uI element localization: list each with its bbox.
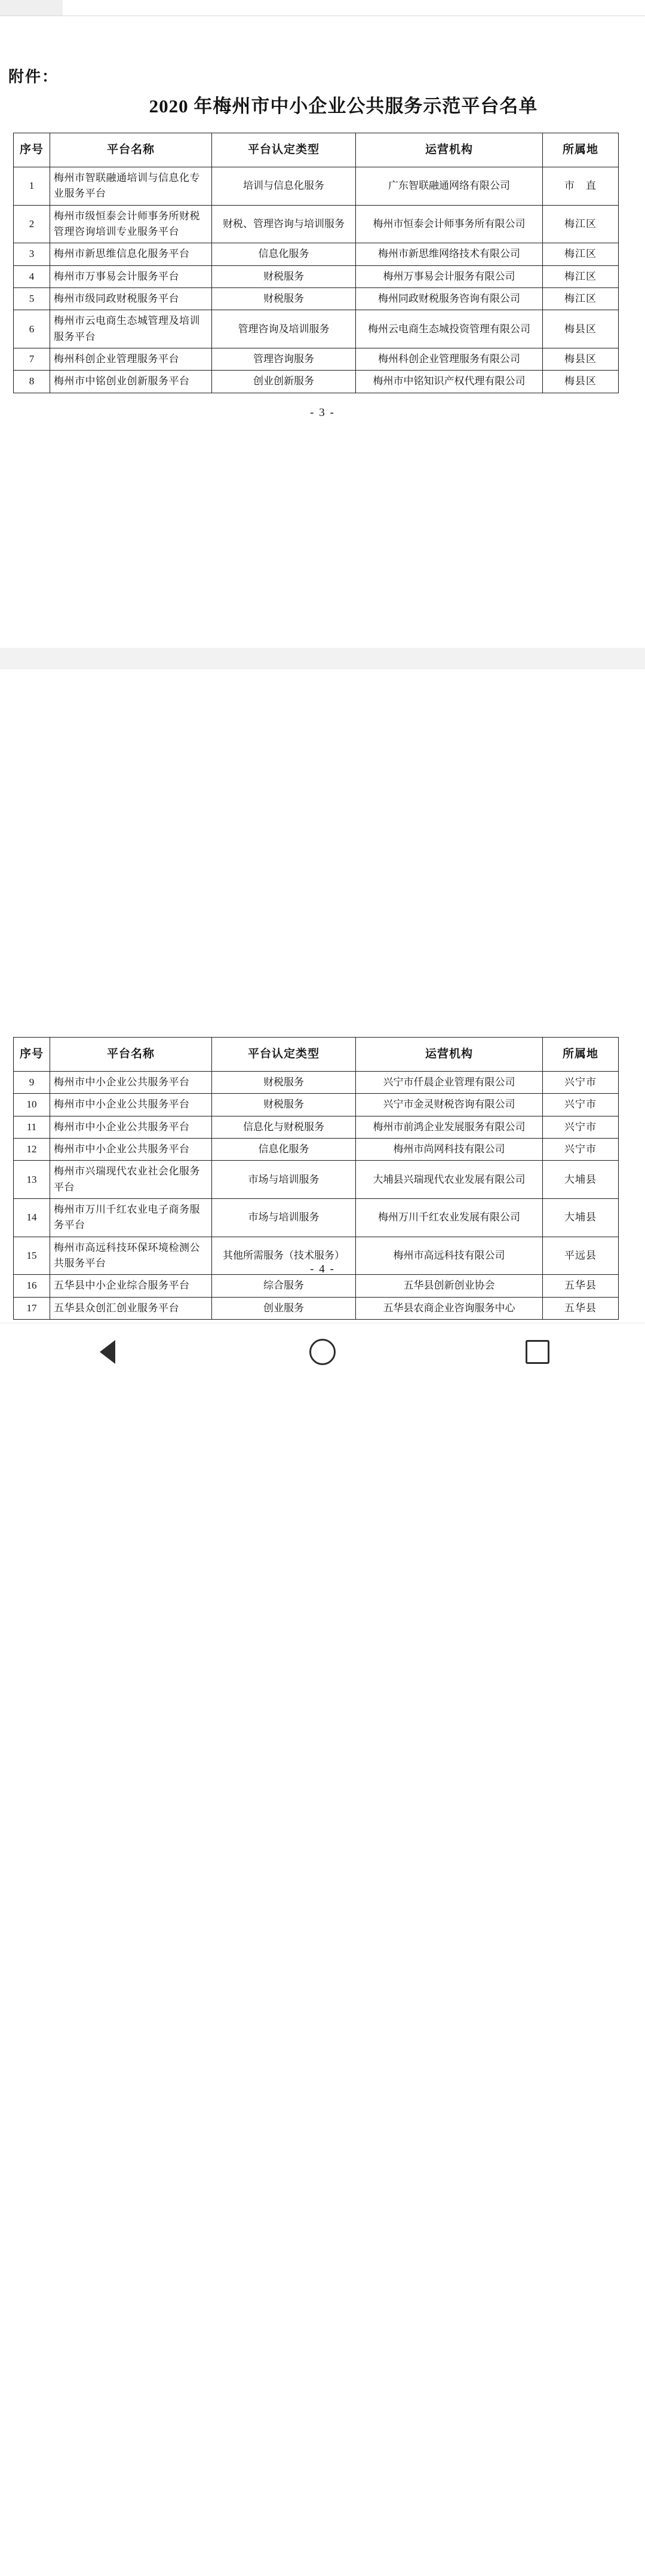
cell-name: 梅州市中小企业公共服务平台	[50, 1072, 212, 1094]
cell-type: 财税服务	[212, 1072, 356, 1094]
cell-org: 梅州万事易会计服务有限公司	[356, 265, 543, 287]
cell-type: 管理咨询及培训服务	[212, 310, 356, 348]
cell-index: 14	[14, 1199, 50, 1237]
column-header-index: 序号	[14, 1038, 50, 1072]
cell-name: 梅州市级恒泰会计师事务所财税管理咨询培训专业服务平台	[50, 205, 212, 243]
cell-type: 财税服务	[212, 1094, 356, 1116]
cell-org: 梅州市中铭知识产权代理有限公司	[356, 371, 543, 393]
cell-area: 大埔县	[543, 1161, 619, 1199]
cell-name: 梅州市兴瑞现代农业社会化服务平台	[50, 1161, 212, 1199]
cell-type: 管理咨询服务	[212, 348, 356, 371]
cell-name: 梅州市万川千红农业电子商务服务平台	[50, 1199, 212, 1237]
column-header-type: 平台认定类型	[212, 1038, 356, 1072]
cell-org: 梅州科创企业管理服务有限公司	[356, 348, 543, 371]
cell-type: 其他所需服务（技术服务）	[212, 1237, 356, 1275]
cell-area: 平远县	[543, 1237, 619, 1275]
page-number-4: - 4 -	[310, 1263, 335, 1275]
cell-index: 11	[14, 1116, 50, 1138]
cell-area: 梅县区	[543, 348, 619, 371]
page-bottom-margin	[0, 1464, 645, 2576]
cell-name: 五华县中小企业综合服务平台	[50, 1275, 212, 1297]
cell-index: 5	[14, 288, 50, 310]
column-header-name: 平台名称	[50, 1038, 212, 1072]
column-header-org: 运营机构	[356, 1038, 543, 1072]
cell-area: 兴宁市	[543, 1139, 619, 1161]
cell-area: 兴宁市	[543, 1116, 619, 1138]
page-number-3: - 3 -	[310, 406, 335, 419]
table-row	[14, 1139, 619, 1161]
cell-area: 梅江区	[543, 243, 619, 265]
page-title	[0, 91, 645, 118]
table-row	[14, 243, 619, 265]
attachment-label: 附件：	[8, 68, 59, 85]
cell-type: 市场与培训服务	[212, 1199, 356, 1237]
table-header-row	[14, 1038, 619, 1072]
cell-org: 梅州市恒泰会计师事务所有限公司	[356, 205, 543, 243]
table-row	[14, 1094, 619, 1116]
table-row	[14, 1116, 619, 1138]
cell-area: 五华县	[543, 1275, 619, 1297]
table-row	[14, 205, 619, 243]
cell-area: 梅江区	[543, 205, 619, 243]
cell-type: 信息化与财税服务	[212, 1116, 356, 1138]
back-button[interactable]	[72, 1323, 143, 1381]
cell-type: 市场与培训服务	[212, 1161, 356, 1199]
cell-org: 广东智联融通网络有限公司	[356, 167, 543, 206]
cell-area: 梅县区	[543, 371, 619, 393]
cell-name: 梅州市级同政财税服务平台	[50, 288, 212, 310]
cell-index: 17	[14, 1297, 50, 1319]
table-row	[14, 1275, 619, 1297]
cell-index: 13	[14, 1161, 50, 1199]
cell-name: 梅州市云电商生态城管理及培训服务平台	[50, 310, 212, 348]
cell-area: 兴宁市	[543, 1072, 619, 1094]
table-row	[14, 1199, 619, 1237]
android-navigation-bar	[0, 1323, 645, 1381]
cell-org: 兴宁市仟晨企业管理有限公司	[356, 1072, 543, 1094]
cell-name: 梅州市新思维信息化服务平台	[50, 243, 212, 265]
page-edge-block	[0, 0, 63, 16]
recent-square-icon	[526, 1340, 549, 1364]
cell-type: 财税服务	[212, 265, 356, 287]
cell-name: 梅州市万事易会计服务平台	[50, 265, 212, 287]
platform-table-page-3	[13, 133, 619, 393]
cell-index: 1	[14, 167, 50, 206]
cell-type: 培训与信息化服务	[212, 167, 356, 206]
cell-org: 梅州市新思维网络技术有限公司	[356, 243, 543, 265]
cell-index: 7	[14, 348, 50, 371]
cell-type: 财税、管理咨询与培训服务	[212, 205, 356, 243]
cell-org: 梅州市高远科技有限公司	[356, 1237, 543, 1275]
cell-area: 五华县	[543, 1297, 619, 1319]
table-row	[14, 348, 619, 371]
cell-org: 梅州云电商生态城投资管理有限公司	[356, 310, 543, 348]
cell-org: 梅州万川千红农业发展有限公司	[356, 1199, 543, 1237]
column-header-area: 所属地	[543, 1038, 619, 1072]
cell-name: 梅州市中小企业公共服务平台	[50, 1139, 212, 1161]
cell-index: 9	[14, 1072, 50, 1094]
column-header-type: 平台认定类型	[212, 133, 356, 167]
previous-page-edge	[0, 0, 645, 16]
cell-area: 市 直	[543, 167, 619, 206]
cell-index: 12	[14, 1139, 50, 1161]
page-title-text: 2020 年梅州市中小企业公共服务示范平台名单	[149, 96, 538, 117]
table-row	[14, 167, 619, 206]
cell-name: 梅州市中小企业公共服务平台	[50, 1094, 212, 1116]
cell-org: 五华县创新创业协会	[356, 1275, 543, 1297]
cell-name: 梅州市智联融通培训与信息化专业服务平台	[50, 167, 212, 206]
cell-type: 信息化服务	[212, 243, 356, 265]
cell-area: 梅江区	[543, 265, 619, 287]
column-header-org: 运营机构	[356, 133, 543, 167]
cell-index: 6	[14, 310, 50, 348]
table-header-row	[14, 133, 619, 167]
back-triangle-icon	[100, 1340, 115, 1364]
table-body-page-4	[14, 1072, 619, 1320]
table-row	[14, 1297, 619, 1319]
cell-area: 梅县区	[543, 310, 619, 348]
table-row	[14, 1072, 619, 1094]
cell-name: 梅州市中铭创业创新服务平台	[50, 371, 212, 393]
cell-org: 兴宁市金灵财税咨询有限公司	[356, 1094, 543, 1116]
cell-org: 梅州市尚网科技有限公司	[356, 1139, 543, 1161]
cell-index: 16	[14, 1275, 50, 1297]
cell-index: 10	[14, 1094, 50, 1116]
table-body-page-3	[14, 167, 619, 393]
cell-name: 梅州科创企业管理服务平台	[50, 348, 212, 371]
cell-index: 3	[14, 243, 50, 265]
cell-type: 财税服务	[212, 288, 356, 310]
cell-name: 梅州市高远科技环保环境检测公共服务平台	[50, 1237, 212, 1275]
cell-index: 4	[14, 265, 50, 287]
page-separator	[0, 648, 645, 669]
cell-type: 创业创新服务	[212, 371, 356, 393]
cell-org: 梅州市前鸿企业发展服务有限公司	[356, 1116, 543, 1138]
cell-org: 五华县农商企业咨询服务中心	[356, 1297, 543, 1319]
column-header-index: 序号	[14, 133, 50, 167]
table-row	[14, 371, 619, 393]
home-button[interactable]	[287, 1323, 358, 1381]
cell-area: 大埔县	[543, 1199, 619, 1237]
cell-type: 信息化服务	[212, 1139, 356, 1161]
cell-type: 创业服务	[212, 1297, 356, 1319]
cell-type: 综合服务	[212, 1275, 356, 1297]
column-header-area: 所属地	[543, 133, 619, 167]
column-header-name: 平台名称	[50, 133, 212, 167]
table-row	[14, 310, 619, 348]
cell-name: 五华县众创汇创业服务平台	[50, 1297, 212, 1319]
cell-org: 大埔县兴瑞现代农业发展有限公司	[356, 1161, 543, 1199]
cell-area: 兴宁市	[543, 1094, 619, 1116]
table-row	[14, 1161, 619, 1199]
cell-index: 15	[14, 1237, 50, 1275]
cell-index: 2	[14, 205, 50, 243]
cell-index: 8	[14, 371, 50, 393]
cell-area: 梅江区	[543, 288, 619, 310]
table-row	[14, 265, 619, 287]
recent-apps-button[interactable]	[502, 1323, 573, 1381]
platform-table-page-4	[13, 1037, 619, 1320]
home-circle-icon	[309, 1339, 336, 1365]
table-row	[14, 288, 619, 310]
cell-name: 梅州市中小企业公共服务平台	[50, 1116, 212, 1138]
cell-org: 梅州同政财税服务咨询有限公司	[356, 288, 543, 310]
